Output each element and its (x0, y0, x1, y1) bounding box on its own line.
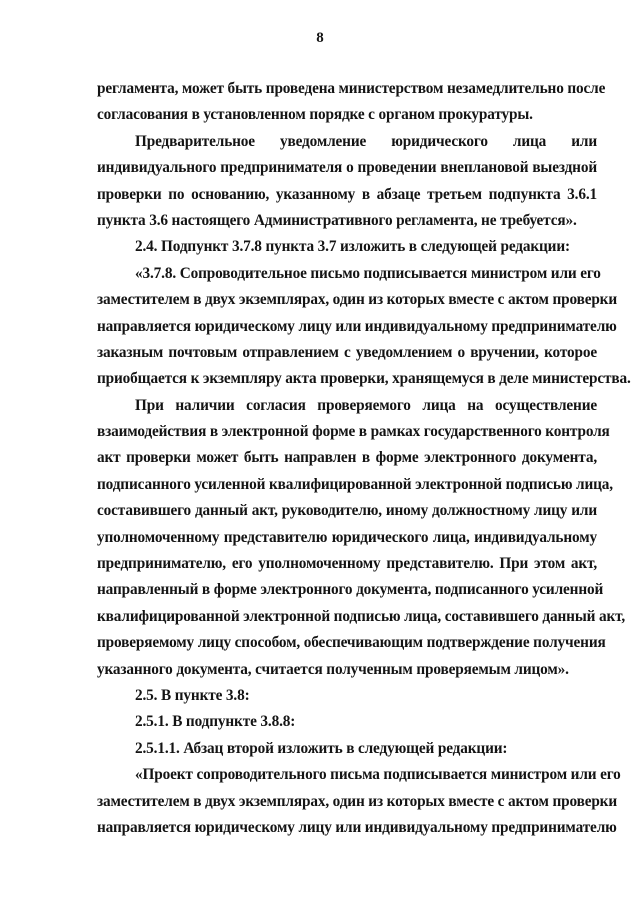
text-line: согласования в установленном порядке с органом прокуратуры. (97, 106, 533, 124)
text-line: указанного документа, считается полученным проверяемым лицом». (97, 660, 569, 678)
text-line: составившего данный акт, руководителю, иному должностному лицу или (97, 502, 597, 520)
text-line: «Проект сопроводительного письма подписывается министром или его (135, 766, 621, 784)
text-line: направляется юридическому лицу или индивидуальному предпринимателю (97, 317, 617, 335)
text-line: Предварительное уведомление юридического лица или (135, 132, 597, 150)
text-line: направляется юридическому лицу или индивидуальному предпринимателю (97, 818, 617, 836)
text-line: «3.7.8. Сопроводительное письмо подписывается министром или его (135, 264, 601, 282)
text-line: уполномоченному представителю юридического лица, индивидуальному (97, 528, 597, 546)
text-line: направленный в форме электронного документа, подписанного усиленной (97, 581, 604, 599)
text-line: 2.5.1.1. Абзац второй изложить в следующей редакции: (135, 739, 508, 757)
text-line: предпринимателю, его уполномоченному представителю. При этом акт, (97, 555, 597, 573)
text-line: регламента, может быть проведена министерством незамедлительно после (97, 80, 606, 97)
text-line: квалифицированной электронной подписью лица, составившего данный акт, (97, 607, 625, 625)
text-line: заместителем в двух экземплярах, один из которых вместе с актом проверки (97, 792, 618, 810)
text-line: заместителем в двух экземплярах, один из которых вместе с актом проверки (97, 291, 618, 309)
text-line: подписанного усиленной квалифицированной электронной подписью лица, (97, 475, 613, 493)
text-line: индивидуального предпринимателя о проведении внеплановой выездной (97, 159, 597, 177)
text-line: акт проверки может быть направлен в форме электронного документа, (97, 449, 597, 467)
text-line: 2.5. В пункте 3.8: (135, 686, 250, 704)
text-line: пункта 3.6 настоящего Административного регламента, не требуется». (97, 211, 577, 229)
text-line: проверки по основанию, указанному в абзаце третьем подпункта 3.6.1 (97, 185, 597, 203)
text-line: проверяемому лицу способом, обеспечивающим подтверждение получения (97, 634, 606, 652)
text-line: 2.5.1. В подпункте 3.8.8: (135, 713, 296, 731)
text-line: 2.4. Подпункт 3.7.8 пункта 3.7 изложить в следующей редакции: (135, 238, 570, 256)
text-line: взаимодействия в электронной форме в рамках государственного контроля (97, 423, 610, 441)
document-body (97, 76, 631, 841)
page-number: 8 (316, 30, 324, 46)
text-line: заказным почтовым отправлением с уведомлением о вручении, которое (97, 343, 597, 361)
text-line: приобщается к экземпляру акта проверки, хранящемуся в деле министерства. (97, 370, 631, 388)
text-line: При наличии согласия проверяемого лица на осуществление (135, 396, 597, 414)
